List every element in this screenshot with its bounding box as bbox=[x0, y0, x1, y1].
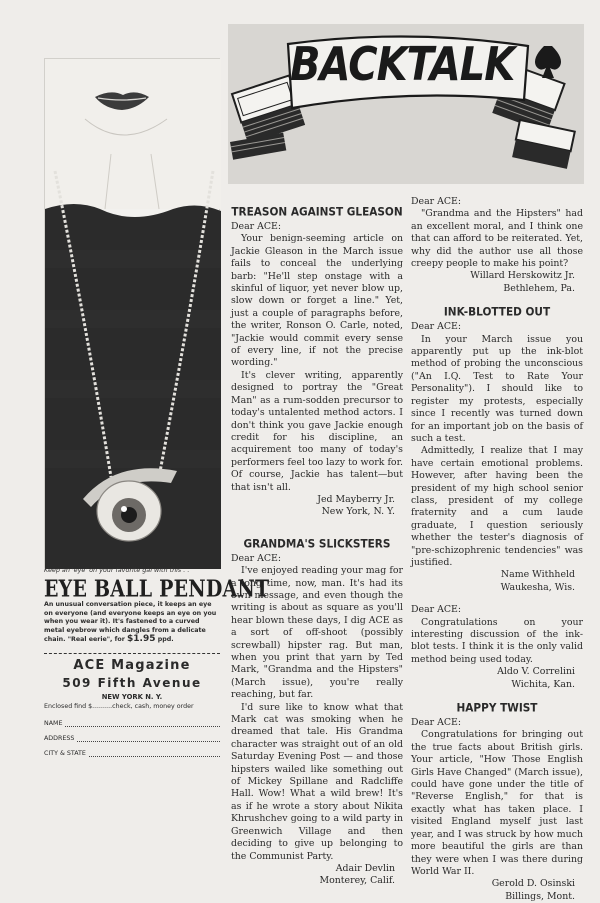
letter-signature-place: Monterey, Calif. bbox=[319, 875, 395, 887]
letter-signature-name: Gerold D. Osinski bbox=[491, 878, 575, 890]
letter-salutation: Dear ACE: bbox=[231, 221, 282, 232]
pendant-photo bbox=[44, 58, 220, 568]
coupon-field-label: CITY & STATE bbox=[44, 749, 86, 757]
model-with-pendant-illustration bbox=[45, 59, 221, 569]
coupon-enclosed-line[interactable]: Enclosed find $..........check, cash, money order bbox=[44, 702, 194, 710]
ad-price: $1.95 bbox=[127, 634, 156, 645]
letter-heading: TREASON AGAINST GLEASON bbox=[231, 205, 403, 219]
letter-salutation: Dear ACE: bbox=[411, 321, 462, 333]
letter-signature-place: Waukesha, Wis. bbox=[500, 581, 575, 593]
letter-salutation: Dear ACE: bbox=[231, 552, 282, 564]
letter-heading: GRANDMA'S SLICKSTERS bbox=[243, 537, 391, 551]
coupon-cut-line bbox=[44, 653, 220, 654]
coupon-address: 509 Fifth Avenue bbox=[62, 675, 202, 690]
letter-heading: HAPPY TWIST bbox=[456, 701, 538, 715]
letter-signature-name: Jed Mayberry Jr. bbox=[317, 493, 395, 505]
ad-description-text: An unusual conversation piece, it keeps an eye on everyone (and everyone keeps an eye on you when you wear it). It's fastened to a curved metal eyebrow which dangles from a delicate chain. "Real eerie", for bbox=[44, 601, 217, 644]
ad-tagline: Keep an 'eye' on your favorite gal with this . . bbox=[44, 566, 190, 574]
letter-heading: INK-BLOTTED OUT bbox=[443, 305, 551, 319]
ad-price-suffix: ppd. bbox=[157, 636, 174, 644]
section-title: BACKTALK bbox=[290, 38, 515, 92]
coupon-field-label: NAME bbox=[44, 719, 63, 727]
letter-paragraph: In your March issue you apparently put up the ink-blot method of probing the unconscious ("An I.Q. Test to Rate Your Personality"). I should like to register my protests, especially since I recently was turned down for an important job on the basis of such a test. bbox=[411, 333, 583, 444]
coupon-address-field[interactable] bbox=[44, 735, 220, 742]
coupon-city-state-field[interactable] bbox=[44, 750, 220, 757]
letter-paragraph: Your benign-seeming article on Jackie Gleason in the March issue fails to conceal the underlying barb: "He'll step onstage with a skinful of liquor, yet never blow up, slow down or forget a line." Yet, just a couple of paragraphs before, the writer, Ronson O. Carle, noted, "Jackie would commit every sense of every line, if not the precise wording." bbox=[231, 233, 403, 369]
ad-product-name: EYE BALL PENDANT bbox=[44, 575, 270, 603]
letter-paragraph: It's clever writing, apparently designed to portray the "Great Man" as a rum-sodden precursor to today's untalented method actors. I don't think you gave Jackie enough credit for his discipline, an acquirement too many of today's performers feel too lazy to work for. Of course, Jackie has talent—but that isn't all. bbox=[231, 369, 403, 493]
letters-column-2 bbox=[411, 196, 583, 903]
letter-salutation: Dear ACE: bbox=[411, 196, 462, 207]
pendant-ad bbox=[44, 566, 270, 757]
coupon-magazine: ACE Magazine bbox=[73, 657, 191, 673]
letter-signature-place: Bethlehem, Pa. bbox=[503, 282, 575, 294]
letter-paragraph: Congratulations for bringing out the true facts about British girls. Your article, "How Those English Girls Have Changed" (March issue), could have gone under the title of "Reverse English," for that is exactly what has taken place. I visited England myself just last year, and I was struck by how much more beautiful the girls are than they were when I was there during World War II. bbox=[411, 729, 583, 877]
letter-signature-place: New York, N. Y. bbox=[321, 506, 395, 518]
letter-paragraph: I've enjoyed reading your mag for a long time, now, man. It's had its own message, and even though the writing is about as square as you'll hear blown these days, I dig ACE as a sort of off-shoot (possibly screwball) hipster rag. But man, when you print that yarn by Ted Mark, "Grandma and the Hipsters" (March issue), you're really reaching, but far. bbox=[231, 565, 403, 701]
letter-salutation: Dear ACE: bbox=[411, 604, 462, 616]
ad-description bbox=[44, 601, 220, 645]
letter-signature-name: Willard Herskowitz Jr. bbox=[470, 270, 575, 282]
letters-column-1 bbox=[231, 205, 403, 888]
coupon-field-label: ADDRESS bbox=[44, 734, 75, 742]
letter-signature-place: Wichita, Kan. bbox=[511, 678, 575, 690]
coupon-name-field[interactable] bbox=[44, 720, 220, 727]
letter-paragraph: "Grandma and the Hipsters" had an excellent moral, and I think one that can afford to be reiterated. Yet, why did the author use all those creepy people to make his point? bbox=[411, 208, 583, 270]
letter-salutation: Dear ACE: bbox=[411, 717, 462, 729]
letter-paragraph: Admittedly, I realize that I may have certain emotional problems. However, after having been the president of my high school senior class, president of my college fraternity and a cum laude graduate, I question seriously whether the tester's diagnosis of "pre-schizophrenic tendencies" was justified. bbox=[411, 445, 583, 568]
letter-paragraph: Congratulations on your interesting discussion of the ink-blot tests. I think it is the only valid method being used today. bbox=[411, 616, 583, 665]
letter-signature-place: Billings, Mont. bbox=[505, 890, 575, 902]
coupon-city: NEW YORK N. Y. bbox=[101, 692, 163, 701]
letter-signature-name: Aldo V. Correlini bbox=[497, 666, 575, 678]
letter-signature-name: Adair Devlin bbox=[335, 862, 395, 874]
letter-signature-name: Name Withheld bbox=[500, 569, 575, 581]
backtalk-header bbox=[228, 24, 584, 184]
letter-paragraph: I'd sure like to know what that Mark cat was smoking when he dreamed that tale. His Grandma character was straight out of an old Saturday Evening Post — and those hipsters wailed like something out of Mickey Spillane and Radcliffe Hall. Wow! What a wild brew! It's as if he wrote a story about Nikita Khrushchev going to a wild party in Greenwich Village and then deciding to give up belonging to the Communist Party. bbox=[231, 701, 403, 862]
